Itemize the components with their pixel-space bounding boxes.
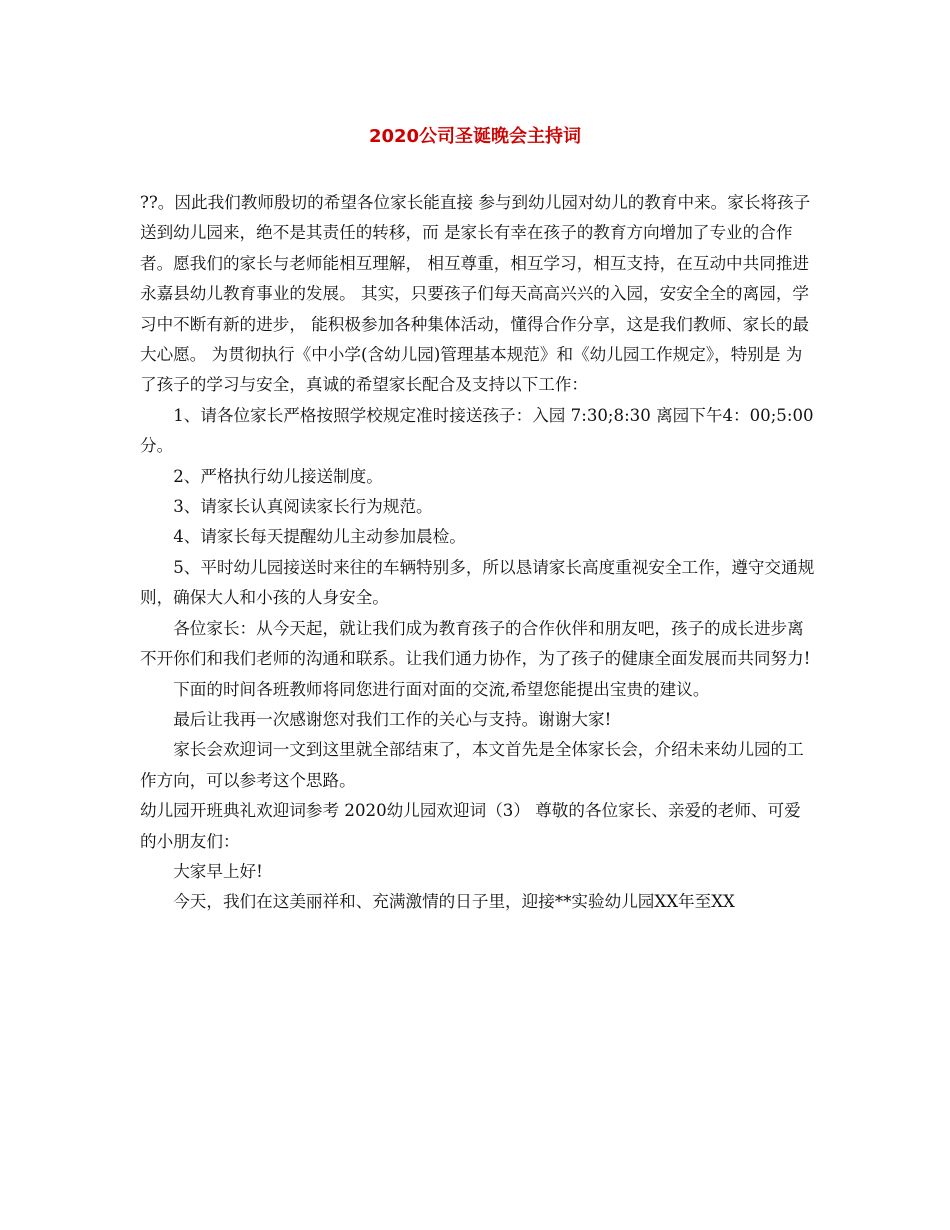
paragraph: 幼儿园开班典礼欢迎词参考 2020幼儿园欢迎词（3） 尊敬的各位家长、亲爱的老师、可爱的小朋友们： bbox=[140, 801, 801, 851]
paragraph: 下面的时间各班教师将同您进行面对面的交流,希望您能提出宝贵的建议。 bbox=[173, 679, 710, 699]
document-title: 2020公司圣诞晚会主持词 bbox=[368, 126, 582, 147]
paragraph: 大家早上好! bbox=[173, 861, 263, 881]
paragraph: 1、请各位家长严格按照学校规定准时接送孩子：入园 7:30;8:30 离园下午4：00;5:00 分。 bbox=[140, 405, 814, 456]
paragraph: 2、严格执行幼儿接送制度。 bbox=[173, 466, 383, 486]
paragraph: ??。因此我们教师殷切的希望各位家长能直接 参与到幼儿园对幼儿的教育中来。家长将孩子送到幼儿园来，绝不是其责任的转移，而 是家长有幸在孩子的教育方向增加了专业的合作者。愿我们的家长与老师能相互理解， 相互尊重，相互学习，相互支持，在互动中共同推进永嘉县幼儿教育事业的发展。 其实，只要孩子们每天高高兴兴的入园，安安全全的离园，学习中不断有新的进步， 能积极参加各种集体活动，懂得合作分享，这是我们教师、家长的最大心愿。 为贯彻执行《中小学(含幼儿园)管理基本规范》和《幼儿园工作规定》，特别是 为了孩子的学习与安全，真诚的希望家长配合及支持以下工作： bbox=[140, 193, 811, 395]
paragraph: 各位家长：从今天起，就让我们成为教育孩子的合作伙伴和朋友吧，孩子的成长进步离不开你们和我们老师的沟通和联系。让我们通力协作，为了孩子的健康全面发展而共同努力! bbox=[140, 618, 811, 669]
paragraph: 5、平时幼儿园接送时来往的车辆特别多，所以恳请家长高度重视安全工作，遵守交通规则，确保大人和小孩的人身安全。 bbox=[140, 557, 815, 608]
paragraph: 今天，我们在这美丽祥和、充满激情的日子里，迎接**实验幼儿园XX年至XX bbox=[173, 892, 735, 912]
paragraph: 最后让我再一次感谢您对我们工作的关心与支持。谢谢大家! bbox=[173, 709, 612, 729]
paragraph: 家长会欢迎词一文到这里就全部结束了，本文首先是全体家长会，介绍未来幼儿园的工作方向，可以参考这个思路。 bbox=[140, 740, 804, 790]
paragraph: 3、请家长认真阅读家长行为规范。 bbox=[173, 497, 433, 517]
document-body bbox=[140, 188, 816, 918]
paragraph: 4、请家长每天提醒幼儿主动参加晨检。 bbox=[173, 527, 466, 547]
